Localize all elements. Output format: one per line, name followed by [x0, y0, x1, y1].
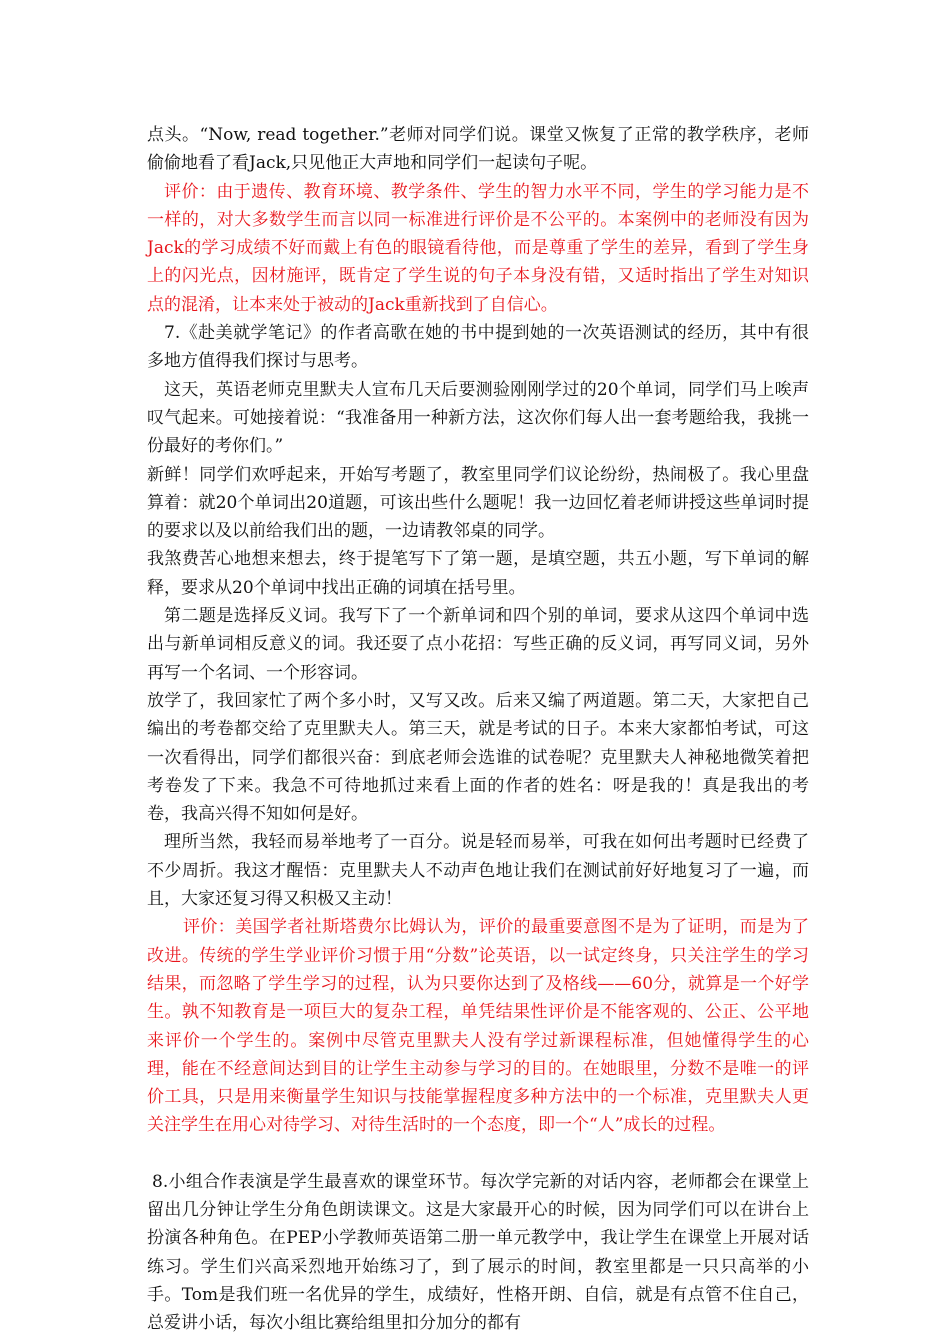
paragraph-case6-ending: 点头。“Now, read together.”老师对同学们说。课堂又恢复了正常的教学秩序，老师偷偷地看了看Jack,只见他正大声地和同学们一起读句子呢。 [147, 125, 809, 174]
paragraph-case8-intro: 8.小组合作表演是学生最喜欢的课堂环节。每次学完新的对话内容，老师都会在课堂上留出几分钟让学生分角色朗读课文。这是大家最开心的时候，因为同学们可以在讲台上扮演各种角色。在PEP小学教师英语第二册一单元教学中，我让学生在课堂上开展对话练习。学生们兴高采烈地开始练习了，到了展示的时间，教室里都是一只只高举的小手。Tom是我们班一名优异的学生，成绩好，性格开朗、自信，就是有点管不住自己，总爱讲小话，每次小组比赛给组里扣分加分的都有 [147, 1171, 809, 1334]
paragraph-case7-intro: 7.《赴美就学笔记》的作者高歌在她的书中提到她的一次英语测试的经历，其中有很多地方值得我们探讨与思考。 [147, 323, 809, 372]
evaluation-paragraph-case6: 评价：由于遗传、教育环境、教学条件、学生的智力水平不同，学生的学习能力是不一样的，对大多数学生而言以同一标准进行评价是不公平的。本案例中的老师没有因为Jack的学习成绩不好而戴上有色的眼镜看待他，而是尊重了学生的差异，看到了学生身上的闪光点，因材施评，既肯定了学生说的句子本身没有错，又适时指出了学生对知识点的混淆，让本来处于被动的Jack重新找到了自信心。 [147, 181, 809, 315]
paragraph-case7-teacher-announcement: 这天，英语老师克里默夫人宣布几天后要测验刚刚学过的20个单词，同学们马上唉声叹气起来。可她接着说：“我准备用一种新方法，这次你们每人出一套考题给我，我挑一份最好的考你们。” [147, 379, 809, 457]
paragraph-spacer [147, 1140, 809, 1168]
paragraph-case7-hundred-score: 理所当然，我轻而易举地考了一百分。说是轻而易举，可我在如何出考题时已经费了不少周折。我这才醒悟：克里默夫人不动声色地让我们在测试前好好地复习了一遍，而且，大家还复习得又积极又主动！ [147, 832, 809, 910]
paragraph-case7-first-question: 我煞费苦心地想来想去，终于提笔写下了第一题，是填空题，共五小题，写下单词的解释，要求从20个单词中找出正确的词填在括号里。 [147, 549, 809, 598]
evaluation-paragraph-case7: 评价：美国学者社斯塔费尔比姆认为，评价的最重要意图不是为了证明，而是为了改进。传统的学生学业评价习惯于用“分数”论英语，以一试定终身，只关注学生的学习结果，而忽略了学生学习的过程，认为只要你达到了及格线——60分，就算是一个好学生。孰不知教育是一项巨大的复杂工程，单凭结果性评价是不能客观的、公正、公平地来评价一个学生的。案例中尽管克里默夫人没有学过新课程标准，但她懂得学生的心理，能在不经意间达到目的让学生主动参与学习的目的。在她眼里，分数不是唯一的评价工具，只是用来衡量学生知识与技能掌握程度多种方法中的一个标准，克里默夫人更关注学生在用心对待学习、对待生活时的一个态度，即一个“人”成长的过程。 [147, 917, 809, 1136]
document-page [147, 121, 809, 1337]
paragraph-case7-students-writing: 新鲜！同学们欢呼起来，开始写考题了，教室里同学们议论纷纷，热闹极了。我心里盘算着：就20个单词出20道题，可该出些什么题呢！我一边回忆着老师讲授这些单词时提的要求以及以前给我们出的题，一边请教邻桌的同学。 [147, 464, 809, 542]
paragraph-case7-exam-day: 放学了，我回家忙了两个多小时，又写又改。后来又编了两道题。第二天，大家把自己编出的考卷都交给了克里默夫人。第三天，就是考试的日子。本来大家都怕考试，可这一次看得出，同学们都很兴奋：到底老师会选谁的试卷呢？克里默夫人神秘地微笑着把考卷发了下来。我急不可待地抓过来看上面的作者的姓名：呀是我的！真是我出的考卷，我高兴得不知如何是好。 [147, 690, 809, 825]
paragraph-case7-second-question: 第二题是选择反义词。我写下了一个新单词和四个别的单词，要求从这四个单词中选出与新单词相反意义的词。我还耍了点小花招：写些正确的反义词，再写同义词，另外再写一个名词、一个形容词。 [147, 606, 809, 683]
